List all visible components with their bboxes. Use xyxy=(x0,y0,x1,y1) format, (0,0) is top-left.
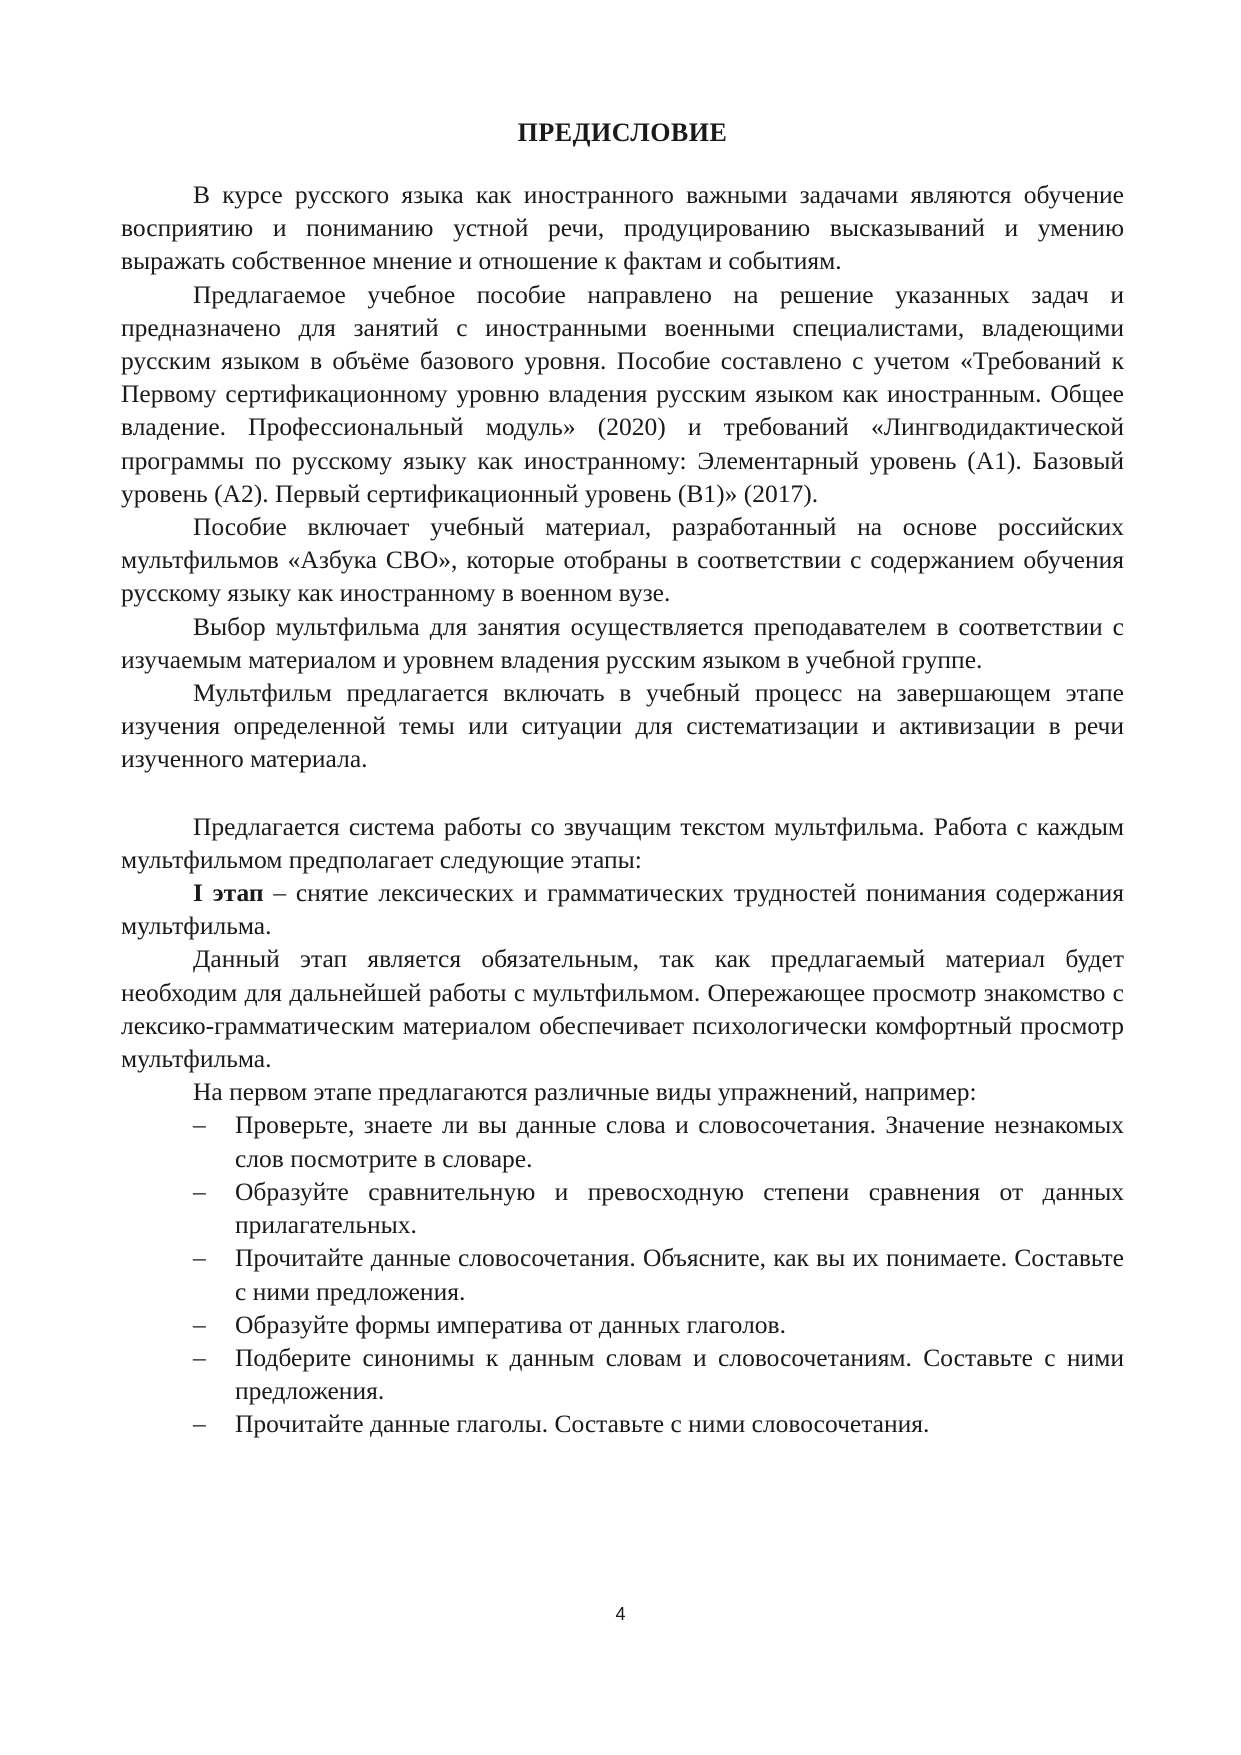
page-content xyxy=(121,116,1124,1441)
paragraph-gap xyxy=(121,776,1124,810)
list-dash: – xyxy=(193,1176,206,1206)
list-item-text: Образуйте формы императива от данных глаголов. xyxy=(235,1309,786,1339)
paragraph-system: Предлагается система работы со звучащим текстом мультфильма. Работа с каждым мультфильмом предполагает следующие этапы: xyxy=(121,811,1124,874)
page-title: ПРЕДИСЛОВИЕ xyxy=(517,118,728,147)
list-dash: – xyxy=(193,1409,206,1439)
list-item xyxy=(121,1175,1124,1241)
paragraph-contents: Пособие включает учебный материал, разработанный на основе российских мультфильмов «Азбука СВО», которые отобраны в соответствии с содержанием обучения русскому языку как иностранному в военном вузе. xyxy=(121,512,1124,608)
list-item xyxy=(121,1407,1124,1440)
list-item-text: Подберите синонимы к данным словам и словосочетаниям. Составьте с ними предложения. xyxy=(235,1342,1124,1406)
list-dash: – xyxy=(193,1110,206,1140)
list-item-text: Прочитайте данные словосочетания. Объясните, как вы их понимаете. Составьте с ними предложения. xyxy=(235,1243,1124,1306)
list-dash: – xyxy=(193,1342,206,1372)
list-item xyxy=(121,1308,1124,1341)
list-dash: – xyxy=(193,1243,206,1273)
paragraph-exercises-intro: На первом этапе предлагаются различные виды упражнений, например: xyxy=(193,1077,977,1107)
paragraph-choice: Выбор мультфильма для занятия осуществляется преподавателем в соответствии с изучаемым материалом и уровнем владения русским языком в учебной группе. xyxy=(121,611,1124,674)
list-item xyxy=(121,1241,1124,1307)
paragraph-usage: Мультфильм предлагается включать в учебный процесс на завершающем этапе изучения определенной темы или ситуации для систематизации и активизации в речи изученного материала. xyxy=(121,678,1124,774)
list-item-text: Прочитайте данные глаголы. Составьте с ними словосочетания. xyxy=(235,1409,930,1439)
exercise-list xyxy=(121,1108,1124,1440)
stage-one-label: I этап xyxy=(193,878,264,908)
list-dash: – xyxy=(193,1309,206,1339)
list-item-text: Проверьте, знаете ли вы данные слова и словосочетания. Значение незнакомых слов посмотрите в словаре. xyxy=(235,1110,1124,1173)
list-item-text: Образуйте сравнительную и превосходную степени сравнения от данных прилагательных. xyxy=(235,1176,1124,1240)
paragraph-stage-one xyxy=(121,876,1124,942)
list-item xyxy=(121,1341,1124,1407)
paragraph-purpose: Предлагаемое учебное пособие направлено на решение указанных задач и предназначено для занятий с иностранными военными специалистами, владеющими русским языком в объёме базового уровня. Пособие составлено с учетом «Требований к Первому сертификационному уровню владения русским языком как иностранным. Общее владение. Профессиональный модуль» (2020) и требований «Лингводидактической программы по русскому языку как иностранному: Элементарный уровень (А1). Базовый уровень (А2). Первый сертификационный уровень (В1)» (2017). xyxy=(121,279,1124,508)
page-number: 4 xyxy=(615,1604,626,1624)
paragraph-intro: В курсе русского языка как иностранного важными задачами являются обучение восприятию и пониманию устной речи, продуцированию высказываний и умению выражать собственное мнение и отношение к фактам и событиям. xyxy=(121,180,1124,276)
paragraph-stage-one-details: Данный этап является обязательным, так как предлагаемый материал будет необходим для дальнейшей работы с мультфильмом. Опережающее просмотр знакомство с лексико-грамматическим материалом обеспечивает психологически комфортный просмотр мультфильма. xyxy=(121,944,1124,1074)
list-item xyxy=(121,1108,1124,1174)
stage-one-text: – снятие лексических и грамматических трудностей понимания содержания мультфильма. xyxy=(121,878,1124,941)
